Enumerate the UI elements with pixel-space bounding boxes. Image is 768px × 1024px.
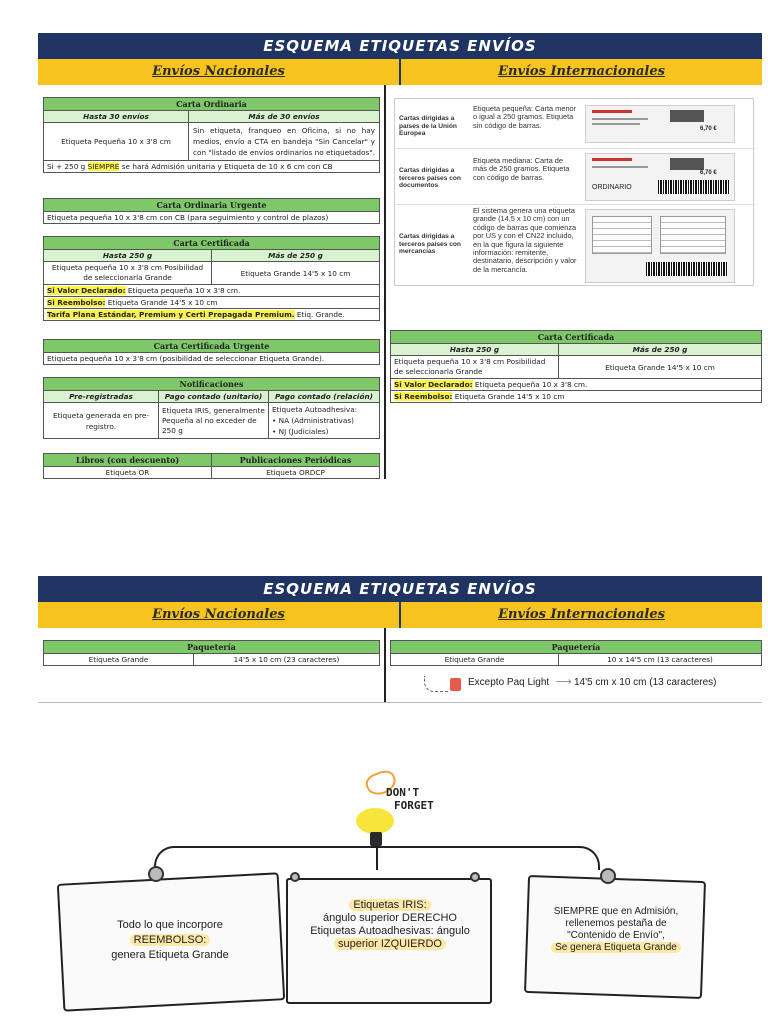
intl-reembolso-label: Si Reembolso: — [394, 392, 453, 401]
col-mas-30: Más de 30 envíos — [189, 111, 380, 123]
note1-line2: REEMBOLSO: — [130, 934, 211, 946]
pin-icon — [470, 872, 480, 882]
carta-ordinaria-table — [43, 97, 380, 173]
paq-nac-label: Etiqueta Grande — [44, 654, 194, 666]
note-post: se hará Admisión unitaria y Etiqueta de 10 x 6 cm con CB — [119, 162, 333, 171]
note3-line2: rellenemos pestaña de — [565, 918, 667, 929]
section2-bottom-rule — [38, 702, 762, 703]
note2-line3: Etiquetas Autoadhesivas: ángulo — [310, 925, 470, 937]
note-siempre: SIEMPRE — [87, 162, 120, 171]
note2-line4: superior IZQUIERDO — [334, 938, 446, 950]
pin-icon — [148, 866, 164, 882]
notificaciones-title: Notificaciones — [44, 378, 380, 391]
intl-carta-certificada-table — [390, 330, 762, 403]
note2-line1: Etiquetas IRIS: — [349, 899, 430, 911]
bookmark-icon — [450, 678, 461, 691]
intl-row-reembolso — [391, 391, 762, 403]
correos-logo — [592, 110, 632, 113]
nacionales-heading-2: Envíos Nacionales — [38, 602, 401, 628]
label-sample-small — [585, 105, 735, 143]
internacionales-heading: Envíos Internacionales — [498, 64, 665, 79]
col-libros: Libros (con descuento) — [44, 454, 212, 467]
arrow-right-icon: ⟶ — [556, 675, 572, 688]
stamp-block — [670, 158, 704, 170]
tarifa-text: Etiq. Grande. — [294, 310, 345, 319]
paq-int-size: 10 x 14'5 cm (13 caracteres) — [559, 654, 762, 666]
row-reembolso — [44, 297, 380, 309]
pin-icon — [600, 868, 616, 884]
reembolso-label: Si Reembolso: — [47, 298, 106, 307]
note-admision-text — [530, 906, 702, 954]
carta-ordinaria-title: Carta Ordinaria — [44, 98, 380, 111]
branch-left — [154, 846, 376, 870]
paqueteria-nacional-table — [43, 640, 380, 666]
intl-row-documentos-label: Cartas dirigidas a terceros países con documentos — [399, 167, 461, 190]
note1-line3: genera Etiqueta Grande — [111, 949, 229, 961]
note3-line1: SIEMPRE que en Admisión, — [553, 906, 679, 917]
branch-right — [376, 846, 600, 870]
intl-row-ue-label: Cartas dirigidas a países de la Unión Europea — [399, 115, 457, 138]
paq-int-label: Etiqueta Grande — [391, 654, 559, 666]
intl-col-hasta-250: Hasta 250 g — [391, 344, 559, 356]
cell-autoadhesiva — [269, 403, 380, 439]
carta-certificada-urgente-table — [43, 339, 380, 365]
intl-row-documentos-text: Etiqueta mediana: Carta de más de 250 gramos. Etiqueta con código de barras. — [473, 156, 570, 182]
col-mas-250: Más de 250 g — [212, 250, 380, 262]
intl-row-mercancias — [395, 205, 755, 287]
intl-row-ue — [395, 99, 755, 149]
note-pre: Si + 250 g — [47, 162, 88, 171]
carta-ordinaria-urgente-text: Etiqueta pequeña 10 x 3'8 cm con CB (para seguimiento y control de plazos) — [44, 212, 380, 224]
row-valor-declarado — [44, 285, 380, 297]
intl-cell-hasta-250: Etiqueta pequeña 10 x 3'8 cm Posibilidad de seleccionarla Grande — [391, 356, 559, 379]
autoadhesiva-title: Etiqueta Autoadhesiva: — [272, 405, 358, 414]
col-hasta-30: Hasta 30 envíos — [44, 111, 189, 123]
intl-row-ue-text: Etiqueta pequeña: Carta menor o igual a 250 gramos. Etiqueta sin código de barras. — [473, 104, 577, 130]
label-sample-large — [585, 209, 735, 283]
section2-title: ESQUEMA ETIQUETAS ENVÍOS — [38, 576, 762, 602]
cell-etiqueta-or: Etiqueta OR — [44, 467, 212, 479]
label-line — [592, 118, 648, 120]
cell-etiqueta-pequena: Etiqueta Pequeña 10 x 3'8 cm — [44, 123, 189, 161]
paqueteria-internacional-title: Paquetería — [391, 641, 762, 654]
note1-line1: Todo lo que incorpore — [117, 919, 223, 931]
carta-ordinaria-note — [44, 161, 380, 173]
price-medium: 6,70 € — [700, 170, 717, 176]
col-publicaciones: Publicaciones Periódicas — [212, 454, 380, 467]
nj-label: NJ (Judiciales) — [278, 427, 329, 436]
col-relacion: Pago contado (relación) — [269, 391, 380, 403]
tarifa-label: Tarifa Plana Estándar, Premium y Certi Prepagada Premium. — [47, 310, 295, 319]
dont-text: DON'T — [386, 786, 420, 799]
intl-col-mas-250: Más de 250 g — [559, 344, 762, 356]
internacional-labels-panel — [394, 98, 754, 286]
carta-certificada-title: Carta Certificada — [44, 237, 380, 250]
stamp-block — [670, 110, 704, 122]
note-reembolso-text — [70, 918, 270, 963]
ordinario-tag: ORDINARIO — [592, 184, 632, 191]
carta-certificada-urgente-title: Carta Certificada Urgente — [44, 340, 380, 353]
note2-line2: ángulo superior DERECHO — [323, 912, 457, 924]
carta-ordinaria-urgente-title: Carta Ordinaria Urgente — [44, 199, 380, 212]
cell-hasta-250: Etiqueta pequeña 10 x 3'8 cm Posibilidad de seleccionarla Grande — [44, 262, 212, 285]
label-line — [592, 123, 640, 125]
col-pre-registradas: Pre-registradas — [44, 391, 159, 403]
carta-ordinaria-urgente-table — [43, 198, 380, 224]
cell-etiqueta-ordcp: Etiqueta ORDCP — [212, 467, 380, 479]
valor-text: Etiqueta pequeña 10 x 3'8 cm. — [125, 286, 241, 295]
na-label: NA (Administrativas) — [278, 416, 354, 425]
column-divider — [384, 85, 386, 479]
section2-headings — [38, 602, 762, 628]
reembolso-text: Etiqueta Grande 14'5 x 10 cm — [105, 298, 218, 307]
cell-sin-etiqueta: Sin etiqueta, franqueo en Oficina, si no hay medios, envío a CTA en bandeja "Sin Cancelar" y con "listado de envíos ordinarios no etiquetados". — [189, 123, 380, 161]
correos-logo — [592, 158, 632, 161]
carta-certificada-table — [43, 236, 380, 321]
intl-valor-label: Si Valor Declarado: — [394, 380, 473, 389]
forget-text: FORGET — [394, 799, 434, 812]
paqueteria-internacional-table — [390, 640, 762, 666]
label-line — [592, 166, 648, 168]
label-sample-medium — [585, 153, 735, 201]
libros-table — [43, 453, 380, 479]
excepto-paq-light: Excepto Paq Light — [468, 677, 550, 688]
valor-label: Si Valor Declarado: — [47, 286, 126, 295]
intl-row-mercancias-text: El sistema genera una etiqueta grande (14,5 x 10 cm) con un código de barras que comienza por US y con el CN22 incluido, en la que figura la siguiente información: remitente, destinatario, descripción y valor de la mercancía. — [473, 206, 577, 274]
col-hasta-250: Hasta 250 g — [44, 250, 212, 262]
hand-icon — [356, 808, 394, 834]
intl-reembolso-text: Etiqueta Grande 14'5 x 10 cm — [452, 392, 565, 401]
section1-headings — [38, 59, 762, 85]
autoadhesiva-item-nj: • NJ (Judiciales) — [272, 427, 329, 436]
paqueteria-nacional-title: Paquetería — [44, 641, 380, 654]
intl-row-documentos — [395, 149, 755, 205]
intl-row-mercancias-label: Cartas dirigidas a terceros países con mercancías — [399, 233, 461, 256]
note-iris-text — [290, 899, 490, 951]
row-tarifa-plana — [44, 309, 380, 321]
intl-valor-text: Etiqueta pequeña 10 x 3'8 cm. — [472, 380, 588, 389]
address-block — [660, 216, 726, 254]
cell-iris: Etiqueta IRIS, generalmente Pequeña al no exceder de 250 g — [159, 403, 269, 439]
col-unitario: Pago contado (unitario) — [159, 391, 269, 403]
section1-title: ESQUEMA ETIQUETAS ENVÍOS — [38, 33, 762, 59]
intl-carta-certificada-title: Carta Certificada — [391, 331, 762, 344]
cell-mas-250: Etiqueta Grande 14'5 x 10 cm — [212, 262, 380, 285]
dashed-arrow-icon — [424, 676, 448, 692]
price-small: 6,70 € — [700, 126, 717, 132]
autoadhesiva-item-na: • NA (Administrativas) — [272, 416, 354, 425]
cell-pre-registro: Etiqueta generada en pre-registro. — [44, 403, 159, 439]
barcode — [646, 262, 728, 276]
intl-row-valor — [391, 379, 762, 391]
intl-cell-mas-250: Etiqueta Grande 14'5 x 10 cm — [559, 356, 762, 379]
carta-certificada-urgente-text: Etiqueta pequeña 10 x 3'8 cm (posibilidad de seleccionar Etiqueta Grande). — [44, 353, 380, 365]
note3-line4: Se genera Etiqueta Grande — [551, 942, 681, 953]
barcode — [658, 180, 730, 194]
pin-icon — [290, 872, 300, 882]
paq-nac-size: 14'5 x 10 cm (23 caracteres) — [194, 654, 380, 666]
cn22-form — [592, 216, 652, 254]
notificaciones-table — [43, 377, 380, 439]
hand-cuff-icon — [370, 832, 382, 846]
nacionales-heading: Envíos Nacionales — [38, 59, 401, 85]
column-divider-2 — [384, 628, 386, 702]
note3-line3: "Contenido de Envío", — [567, 930, 665, 941]
excepto-size: 14'5 cm x 10 cm (13 caracteres) — [574, 677, 717, 688]
internacionales-heading-2: Envíos Internacionales — [498, 607, 665, 622]
